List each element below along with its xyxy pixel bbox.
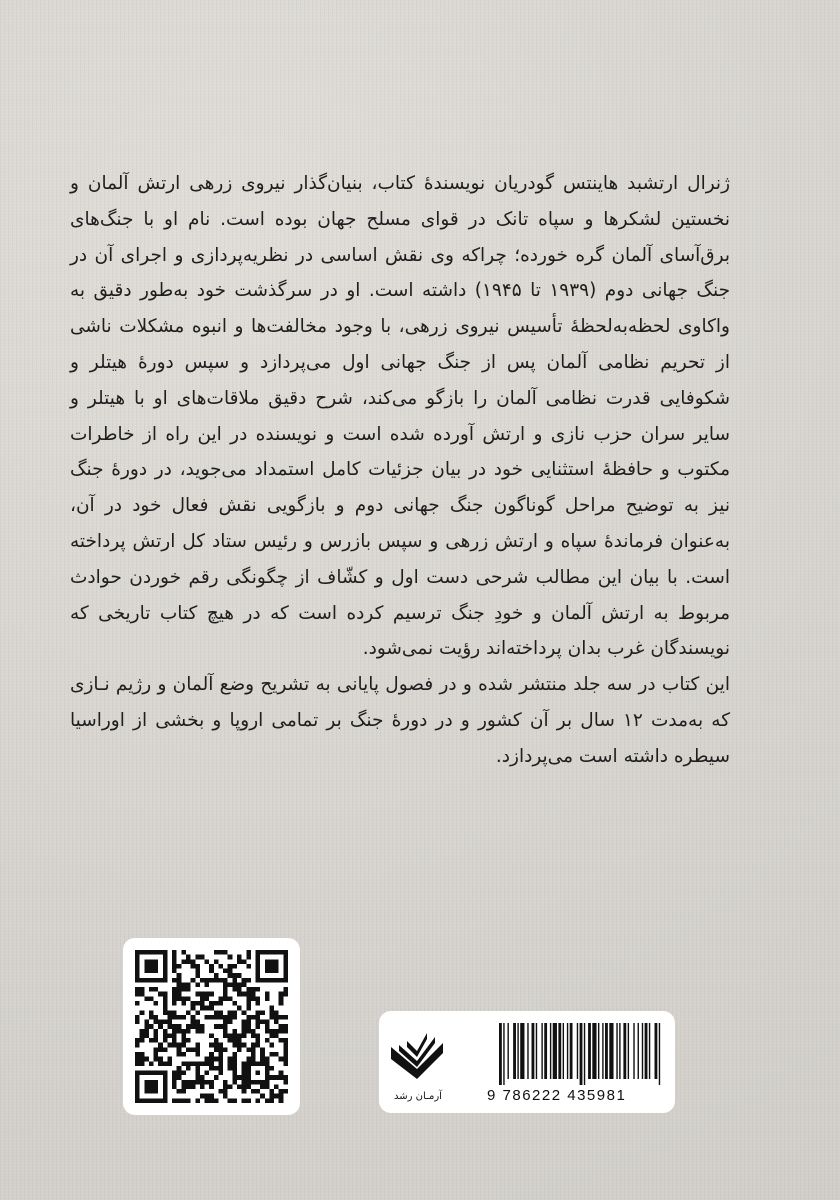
isbn-barcode — [499, 1023, 663, 1085]
back-cover-description — [70, 166, 730, 775]
barcode-card — [379, 1011, 675, 1113]
isbn-number: 9 786222 435981 — [487, 1087, 627, 1104]
qr-code-icon — [135, 950, 288, 1103]
open-book-logo-icon — [387, 1023, 449, 1085]
description-paragraph: ژنرال ارتشبد هاینتس گودریان نویسندهٔ کتاب، بنیان‌گذار نیروی زرهی ارتش آلمان و نخستین لشکرها و سپاه تانک در قوای مسلح جهان بوده است. نام او با جنگ‌های برق‌آسای آلمان گره خورده؛ چراکه وی نقش اساسی در نظریه‌پردازی و اجرای آن در جنگ جهانی دوم (۱۹۳۹ تا ۱۹۴۵) داشته است. او در سرگذشت خود به‌طور دقیق به واکاوی لحظه‌به‌لحظهٔ تأسیس نیروی زرهی، با وجود مخالفت‌ها و انبوه مشکلات ناشی از تحریم نظامی آلمان پس از جنگ جهانی اول می‌پردازد و سپس دورهٔ هیتلر و شکوفایی قدرت نظامی آلمان را بازگو می‌کند، شرح دقیق ملاقات‌های او با هیتلر و سایر سران حزب نازی و ارتش آورده شده است و نویسنده در این راه از خاطرات مکتوب و حافظهٔ استثنایی خود در بیان جزئیات کامل استمداد می‌جوید، در دورهٔ جنگ نیز به توضیح مراحل گوناگون جنگ جهانی دوم و بازگویی نقش فعال خود در آن، به‌عنوان فرماندهٔ سپاه و ارتش زرهی و سپس بازرس و رئیس ستاد کل ارتش پرداخته است. با بیان این مطالب شرحی دست اول و کشّاف از چگونگی رقم خوردن حوادث مربوط به ارتش آلمان و خودِ جنگ ترسیم کرده است که در هیچ کتاب تاریخی که نویسندگان غرب بدان پرداخته‌اند رؤیت نمی‌شود. — [70, 173, 731, 660]
qr-code-card — [123, 938, 300, 1115]
publisher-name: آرمـان رشد — [394, 1091, 442, 1102]
description-paragraph: این کتاب در سه جلد منتشر شده و در فصول پایانی به تشریح وضع آلمان و رژیم نـازی که به‌مدت ۱۲ سال بر آن کشور و در دورهٔ جنگ بر تمامی اروپا و بخشی از اوراسیا سیطره داشته است می‌پردازد. — [70, 674, 730, 767]
